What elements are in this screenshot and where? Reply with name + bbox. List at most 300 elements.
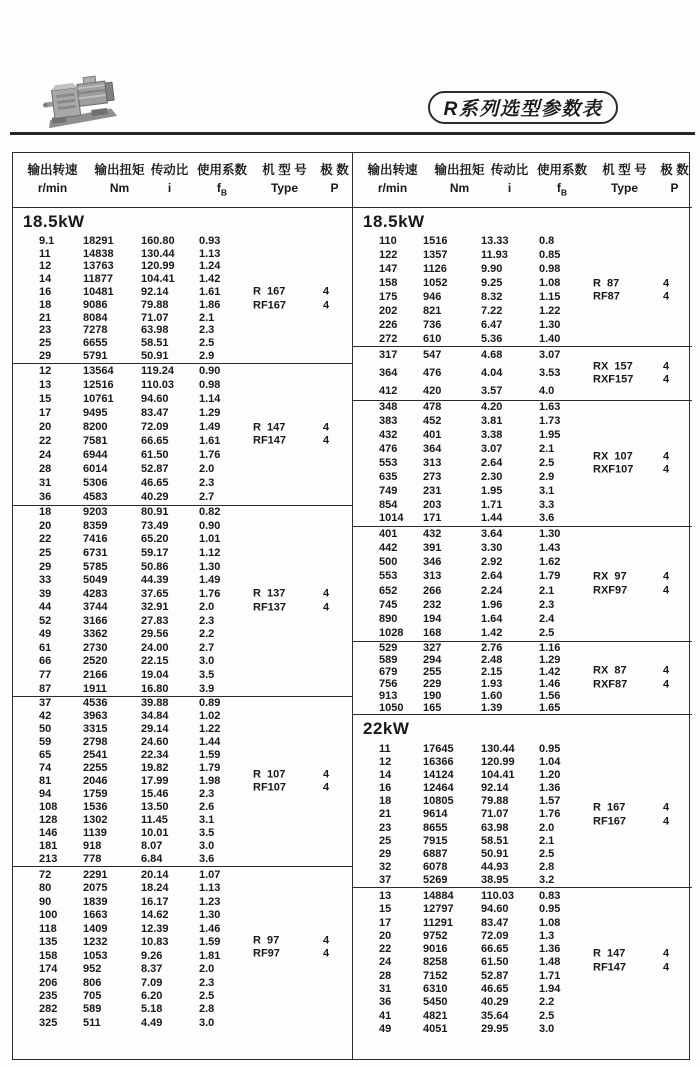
pole-count: 4 [663,664,670,677]
torque-cell: 273 [423,470,442,483]
torque-cell: 7581 [83,435,108,448]
torque-cell: 313 [423,456,442,469]
fb-cell: 1.08 [539,277,561,290]
rpm-cell: 25 [379,834,392,847]
table-row [13,656,352,667]
fb-cell: 3.53 [539,366,561,379]
table-row [13,776,352,787]
rpm-cell: 23 [379,821,392,834]
torque-cell: 12516 [83,378,114,391]
rpm-cell: 1014 [379,512,404,525]
table-row [353,904,692,917]
model-type-line [253,299,330,313]
fb-cell: 2.6 [199,801,215,813]
fb-cell: 2.4 [539,613,555,626]
table-right-column [353,153,692,1059]
rpm-cell: 476 [379,443,398,456]
table-row [13,643,352,654]
table-row [353,823,692,834]
model-type-label: RF147 [593,961,627,974]
rpm-cell: 77 [39,669,52,682]
rpm-cell: 20 [39,519,52,532]
parameter-block [13,696,352,866]
pole-count: 4 [663,815,670,827]
rpm-cell: 383 [379,415,398,428]
torque-cell: 14884 [423,890,454,902]
torque-cell: 194 [423,613,442,626]
torque-cell: 364 [423,443,442,456]
table-row [353,250,692,261]
ratio-cell: 83.47 [141,406,169,419]
ratio-cell: 79.88 [141,298,169,311]
fb-cell: 1.30 [539,318,561,331]
ratio-cell: 6.47 [481,318,503,331]
ratio-cell: 46.65 [481,983,509,996]
model-type-line [593,276,670,291]
fb-cell: 2.3 [199,477,215,490]
table-row [353,984,692,997]
column-label-en: $f_B$ [556,181,568,198]
ratio-cell: 58.51 [481,834,509,847]
torque-cell: 3166 [83,614,108,627]
table-row [13,937,352,950]
model-type-line [593,815,670,829]
ratio-cell: 1.39 [481,701,503,714]
ratio-cell: 8.37 [141,963,163,976]
fb-cell: 2.5 [539,1009,555,1022]
model-type-line [593,373,670,388]
torque-cell: 1911 [83,682,107,695]
fb-cell: 2.2 [539,996,555,1009]
torque-cell: 1663 [83,909,108,922]
ratio-cell: 5.18 [141,1003,163,1016]
rpm-cell: 913 [379,689,398,702]
ratio-cell: 8.07 [141,840,163,852]
parameter-block [353,743,692,887]
ratio-cell: 40.29 [481,996,509,1009]
rpm-cell: 15 [39,392,52,405]
ratio-cell: 27.83 [141,614,169,627]
table-row [13,789,352,800]
fb-cell: 1.22 [539,304,561,317]
fb-cell: 1.59 [199,749,221,761]
rpm-cell: 15 [379,903,392,916]
table-row [13,313,352,324]
torque-cell: 6887 [423,847,448,860]
rpm-cell: 25 [39,337,52,350]
rpm-cell: 158 [39,949,58,962]
rpm-cell: 36 [39,491,52,504]
model-type-group [253,285,330,312]
rpm-cell: 61 [39,641,52,654]
rpm-cell: 147 [379,263,398,276]
table-row [353,368,692,379]
pole-count: 4 [663,570,670,583]
fb-cell: 3.5 [199,827,215,839]
fb-cell: 2.5 [539,627,555,640]
ratio-cell: 80.91 [141,506,169,519]
fb-cell: 1.40 [539,332,561,345]
fb-cell: 1.3 [539,929,555,942]
torque-cell: 4283 [83,587,108,600]
rpm-cell: 21 [379,808,392,821]
model-type-line [593,570,670,584]
table-row [13,978,352,991]
ratio-cell: 72.09 [141,420,169,433]
pole-count: 4 [663,359,670,372]
fb-cell: 2.0 [199,601,215,614]
rpm-cell: 44 [39,601,52,614]
fb-cell: 2.3 [539,598,555,611]
rpm-cell: 28 [39,463,52,476]
torque-cell: 7278 [83,324,108,337]
ratio-cell: 1.95 [481,484,503,497]
model-type-label: R 167 [253,285,286,298]
table-row [13,436,352,447]
table-row [353,770,692,781]
torque-cell: 1052 [423,277,448,290]
model-type-group [593,947,670,975]
rpm-cell: 37 [379,873,392,886]
fb-cell: 0.89 [199,697,221,709]
table-row [353,691,692,702]
table-row [13,450,352,461]
torque-cell: 7416 [83,533,108,546]
rpm-cell: 235 [39,989,58,1002]
torque-cell: 168 [423,627,442,640]
fb-cell: 1.30 [199,560,221,573]
table-row [13,616,352,627]
rpm-cell: 42 [39,710,52,722]
column-label-cn: 极 数 [320,163,349,177]
rpm-cell: 553 [379,456,398,469]
table-row [13,763,352,774]
rpm-cell: 11 [379,743,391,756]
page-title-text: R系列选型参数表 [443,99,603,120]
rpm-cell: 202 [379,304,398,317]
torque-cell: 476 [423,366,442,379]
model-type-group [593,570,670,597]
rpm-cell: 16 [379,782,392,795]
column-header [13,160,352,208]
ratio-cell: 2.15 [481,665,503,678]
fb-cell: 1.01 [199,533,221,546]
model-type-line [253,934,330,948]
column-label-en: Type [610,181,639,195]
pole-count: 4 [323,767,330,780]
table-row [13,629,352,640]
rpm-cell: 175 [379,290,398,303]
torque-cell: 1126 [423,263,447,276]
ratio-cell: 65.20 [141,533,169,546]
torque-cell: 778 [83,853,102,865]
ratio-cell: 92.14 [141,286,169,299]
pole-count: 4 [323,587,330,600]
torque-cell: 452 [423,415,442,428]
model-type-line [253,601,330,615]
torque-cell: 589 [83,1003,102,1016]
model-type-group [593,801,670,828]
rpm-cell: 652 [379,584,398,597]
table-row [13,274,352,285]
fb-cell: 1.30 [199,909,221,922]
rpm-cell: 14 [379,769,392,782]
torque-cell: 1409 [83,922,108,935]
table-row [13,464,352,475]
model-type-label: R 167 [593,801,626,814]
column-label-cn: 使用系数 [536,163,587,177]
ratio-cell: 37.65 [141,587,169,600]
column-label-en: P [330,181,339,195]
ratio-cell: 7.22 [481,304,503,317]
ratio-cell: 13.33 [481,235,509,248]
table-row [13,991,352,1004]
ratio-cell: 120.99 [481,756,515,769]
fb-cell: 1.24 [199,260,221,273]
ratio-cell: 58.51 [141,337,169,350]
rpm-cell: 122 [379,249,398,262]
ratio-cell: 12.39 [141,922,169,935]
torque-cell: 2798 [83,736,108,748]
table-row [13,236,352,247]
torque-cell: 3315 [83,723,108,735]
model-type-line [253,434,330,449]
torque-cell: 10805 [423,795,454,808]
rpm-cell: 1028 [379,627,404,640]
table-row [13,492,352,503]
fb-cell: 0.90 [199,519,221,532]
table-row [13,828,352,839]
ratio-cell: 11.45 [141,814,168,826]
table-row [353,264,692,275]
ratio-cell: 29.14 [141,723,169,735]
rpm-cell: 158 [379,277,398,290]
model-type-label: RF87 [593,290,620,303]
ratio-cell: 29.56 [141,628,169,641]
fb-cell: 0.95 [539,903,561,916]
torque-cell: 391 [423,541,442,554]
column-header [353,160,692,208]
ratio-cell: 6.84 [141,853,163,865]
torque-cell: 5049 [83,574,108,587]
table-row [353,472,692,483]
fb-cell: 1.14 [199,392,221,405]
pole-count: 4 [323,285,330,298]
ratio-cell: 1.44 [481,512,503,525]
model-type-line [253,781,330,796]
model-type-group [253,587,330,614]
selection-parameter-table [12,152,690,1060]
ratio-cell: 22.15 [141,655,169,668]
rpm-cell: 17 [379,916,392,929]
fb-cell: 2.3 [199,614,215,627]
rpm-cell: 12 [39,364,52,377]
rpm-cell: 364 [379,366,398,379]
table-row [353,386,692,397]
column-label-en: r/min [377,181,408,195]
table-row [353,862,692,873]
pole-count: 4 [323,434,330,447]
rpm-cell: 13 [379,890,392,902]
model-type-group [593,449,670,477]
table-row [13,910,352,923]
table-row [353,679,692,690]
torque-cell: 2255 [83,762,108,774]
table-row [13,380,352,391]
fb-cell: 3.6 [199,853,215,865]
rpm-cell: 401 [379,527,398,540]
model-type-label: RF147 [253,434,287,447]
torque-cell: 918 [83,840,102,852]
torque-cell: 7152 [423,969,448,982]
table-row [353,944,692,957]
table-row [353,236,692,247]
table-row [353,744,692,755]
table-row [353,513,692,524]
ratio-cell: 66.65 [481,943,509,956]
fb-cell: 0.93 [199,234,221,247]
ratio-cell: 4.68 [481,349,503,362]
fb-cell: 1.23 [199,895,221,908]
torque-cell: 1302 [83,814,108,826]
ratio-cell: 2.48 [481,653,503,666]
parameter-block [353,400,692,526]
ratio-cell: 83.47 [481,916,509,929]
torque-cell: 8200 [83,420,108,433]
torque-cell: 478 [423,401,442,414]
pole-count: 4 [323,299,330,311]
fb-cell: 0.95 [539,743,561,756]
rpm-cell: 226 [379,318,398,331]
rpm-cell: 412 [379,384,398,397]
model-type-group [253,767,330,795]
ratio-cell: 63.98 [141,324,169,337]
table-row [353,586,692,597]
torque-cell: 231 [423,484,442,497]
ratio-cell: 39.88 [141,697,169,709]
rpm-cell: 66 [39,655,52,668]
table-row [13,802,352,813]
torque-cell: 1839 [83,895,108,908]
rpm-cell: 11 [39,247,51,260]
ratio-cell: 3.30 [481,541,503,554]
ratio-cell: 32.91 [141,601,169,614]
ratio-cell: 94.60 [141,392,169,405]
fb-cell: 1.76 [199,587,221,600]
rpm-cell: 756 [379,677,398,690]
torque-cell: 952 [83,963,102,976]
torque-cell: 511 [83,1016,101,1029]
ratio-cell: 50.86 [141,560,169,573]
ratio-cell: 3.81 [481,415,503,428]
fb-cell: 1.36 [539,943,561,956]
table-row [353,971,692,984]
table-row [13,408,352,419]
table-row [13,883,352,896]
torque-cell: 5450 [423,996,448,1009]
table-row [353,306,692,317]
torque-cell: 11877 [83,273,113,286]
rpm-cell: 110 [379,235,397,248]
torque-cell: 9614 [423,808,448,821]
fb-cell: 1.29 [199,406,221,419]
fb-cell: 2.1 [539,584,555,597]
fb-cell: 1.49 [199,420,221,433]
fb-cell: 3.0 [199,1016,215,1029]
ratio-cell: 1.60 [481,689,503,702]
table-row [353,600,692,611]
rpm-cell: 50 [39,723,52,735]
rpm-cell: 22 [39,435,52,448]
torque-cell: 12464 [423,782,454,795]
ratio-cell: 9.26 [141,949,163,962]
fb-cell: 1.13 [199,247,221,260]
pole-count: 4 [663,584,670,596]
fb-cell: 1.29 [539,653,561,666]
model-type-line [593,449,670,464]
parameter-block [13,235,352,363]
model-type-label: R 147 [593,947,626,960]
ratio-cell: 5.36 [481,332,503,345]
fb-cell: 1.79 [199,762,221,774]
rpm-cell: 13 [39,378,52,391]
fb-cell: 0.98 [199,378,221,391]
rpm-cell: 31 [39,477,52,490]
ratio-cell: 44.39 [141,574,169,587]
torque-cell: 6310 [423,983,448,996]
rpm-cell: 1050 [379,701,404,714]
parameter-block [13,505,352,696]
model-type-label: RXF97 [593,584,628,596]
fb-cell: 1.81 [199,949,221,962]
fb-cell: 2.5 [199,337,215,350]
torque-cell: 610 [423,332,442,345]
pole-count: 4 [323,781,330,794]
table-row [13,841,352,852]
parameter-block [353,235,692,346]
ratio-cell: 1.93 [481,677,503,690]
rpm-cell: 18 [39,298,52,311]
ratio-cell: 19.82 [141,762,169,774]
fb-cell: 2.8 [539,860,555,873]
torque-cell: 294 [423,653,442,666]
rpm-cell: 206 [39,976,58,989]
table-row [13,366,352,377]
ratio-cell: 6.20 [141,989,163,1002]
rpm-cell: 22 [379,943,392,956]
fb-cell: 2.9 [539,470,555,483]
torque-cell: 8258 [423,956,448,969]
torque-cell: 14124 [423,769,454,782]
model-type-label: RX 97 [593,570,627,583]
rpm-cell: 28 [379,969,392,982]
fb-cell: 2.5 [539,456,555,469]
ratio-cell: 104.41 [481,769,515,782]
torque-cell: 9752 [423,929,448,942]
torque-cell: 9495 [83,406,108,419]
ratio-cell: 52.87 [141,463,169,476]
table-row [353,614,692,625]
torque-cell: 190 [423,689,442,702]
rpm-cell: 18 [39,506,52,519]
rpm-cell: 32 [379,860,392,873]
ratio-cell: 2.76 [481,641,503,654]
fb-cell: 1.43 [539,541,561,554]
ratio-cell: 10.01 [141,827,169,839]
table-row [353,529,692,540]
ratio-cell: 4.04 [481,366,503,379]
fb-cell: 1.79 [539,570,561,583]
